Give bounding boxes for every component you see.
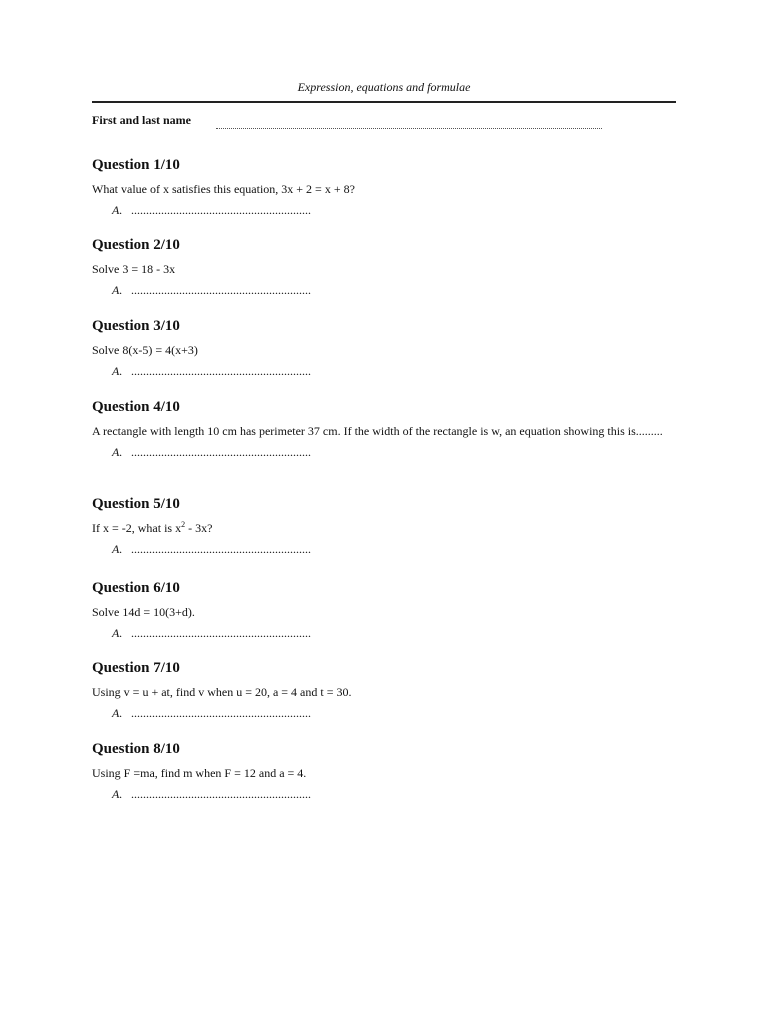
question-title: Question 6/10 <box>92 580 180 596</box>
question-title: Question 2/10 <box>92 237 180 253</box>
question-title: Question 5/10 <box>92 496 180 512</box>
question-title: Question 8/10 <box>92 741 180 757</box>
question-text: Solve 3 = 18 - 3x <box>92 262 176 276</box>
answer-dots: ............................................................ <box>131 203 311 217</box>
answer-dots: ............................................................ <box>131 626 311 640</box>
answer-line[interactable] <box>112 541 682 557</box>
answer-dots: ............................................................ <box>131 445 311 459</box>
question-text: Solve 8(x-5) = 4(x+3) <box>92 343 198 357</box>
question-8 <box>92 740 682 802</box>
answer-prefix: A. <box>112 445 123 459</box>
answer-prefix: A. <box>112 364 123 378</box>
question-text <box>92 520 682 536</box>
name-field-label: First and last name <box>92 113 191 127</box>
answer-line[interactable] <box>112 282 682 298</box>
answer-dots: ............................................................ <box>131 283 311 297</box>
question-3 <box>92 317 682 379</box>
question-4 <box>92 398 682 460</box>
answer-line[interactable] <box>112 625 682 641</box>
answer-dots: ............................................................ <box>131 542 311 556</box>
answer-line[interactable] <box>112 363 682 379</box>
question-1 <box>92 156 682 218</box>
question-title: Question 1/10 <box>92 157 180 173</box>
name-field-line[interactable] <box>216 128 602 129</box>
answer-line[interactable] <box>112 705 682 721</box>
answer-line[interactable] <box>112 786 682 802</box>
answer-prefix: A. <box>112 787 123 801</box>
answer-prefix: A. <box>112 203 123 217</box>
question-5 <box>92 495 682 557</box>
question-2 <box>92 236 682 298</box>
answer-prefix: A. <box>112 283 123 297</box>
answer-line[interactable] <box>112 202 682 218</box>
question-title: Question 3/10 <box>92 318 180 334</box>
answer-prefix: A. <box>112 542 123 556</box>
question-6 <box>92 579 682 641</box>
question-text-part: - 3x? <box>185 521 213 535</box>
header-divider <box>92 101 676 103</box>
question-title: Question 7/10 <box>92 660 180 676</box>
question-text: Using v = u + at, find v when u = 20, a = 4 and t = 30. <box>92 685 352 699</box>
question-text-part: If x = -2, what is x <box>92 521 182 535</box>
question-text: Solve 14d = 10(3+d). <box>92 605 195 619</box>
answer-prefix: A. <box>112 706 123 720</box>
question-7 <box>92 659 682 721</box>
answer-dots: ............................................................ <box>131 706 311 720</box>
question-text: A rectangle with length 10 cm has perimeter 37 cm. If the width of the rectangle is w, an equation showing this is......... <box>92 424 663 438</box>
page-header-title: Expression, equations and formulae <box>297 80 471 94</box>
question-text: Using F =ma, find m when F = 12 and a = 4. <box>92 766 307 780</box>
answer-prefix: A. <box>112 626 123 640</box>
answer-line[interactable] <box>112 444 682 460</box>
answer-dots: ............................................................ <box>131 364 311 378</box>
question-text: What value of x satisfies this equation, 3x + 2 = x + 8? <box>92 182 355 196</box>
answer-dots: ............................................................ <box>131 787 311 801</box>
question-title: Question 4/10 <box>92 399 180 415</box>
exponent: 2 <box>181 520 186 529</box>
